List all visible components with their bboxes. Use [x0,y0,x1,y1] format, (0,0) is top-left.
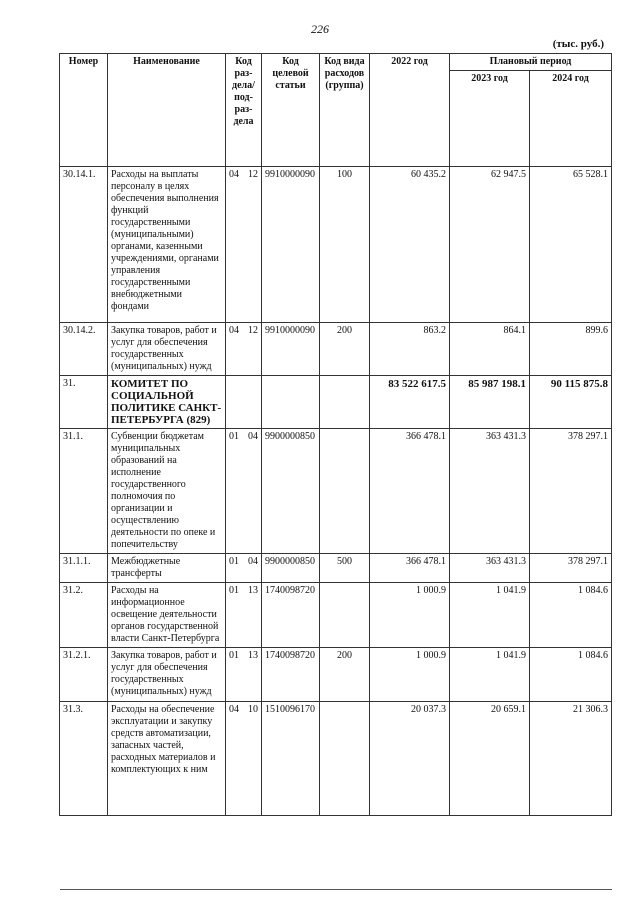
row-number: 31.1.1. [60,554,108,583]
row-value-2023: 20 659.1 [450,702,530,816]
row-section-code [226,702,262,816]
row-number: 31.2. [60,583,108,648]
row-section-code [226,429,262,554]
row-value-2022: 863.2 [370,323,450,376]
header-year-2022: 2022 год [370,54,450,167]
row-value-2022: 60 435.2 [370,167,450,323]
row-target-code: 9900000850 [262,554,320,583]
header-expense-type: Код вида расходов (группа) [320,54,370,167]
row-name: Межбюджетные трансферты [108,554,226,583]
row-value-2023: 363 431.3 [450,554,530,583]
row-subsection: 12 [248,325,258,336]
row-value-2022: 83 522 617.5 [370,376,450,429]
row-number: 31.3. [60,702,108,816]
row-number: 31.2.1. [60,648,108,702]
row-number: 30.14.2. [60,323,108,376]
row-expense-type [320,429,370,554]
header-number: Номер [60,54,108,167]
unit-note: (тыс. руб.) [552,38,604,50]
row-subsection: 12 [248,169,258,180]
row-expense-type: 100 [320,167,370,323]
row-section: 01 [229,556,239,567]
row-value-2022: 366 478.1 [370,429,450,554]
header-year-2023: 2023 год [450,71,530,167]
header-year-2024: 2024 год [530,71,612,167]
row-value-2022: 20 037.3 [370,702,450,816]
row-target-code: 1510096170 [262,702,320,816]
row-value-2024: 65 528.1 [530,167,612,323]
table-row [60,167,612,323]
row-value-2024: 1 084.6 [530,648,612,702]
table-row [60,323,612,376]
row-value-2022: 1 000.9 [370,583,450,648]
row-section-code [226,376,262,429]
row-subsection: 13 [248,585,258,596]
row-name: Расходы на информационное освещение деятельности органов государственной власти Санкт-Петербурга [108,583,226,648]
header-name: Наименование [108,54,226,167]
row-name: Расходы на обеспечение эксплуатации и закупку средств автоматизации, запасных частей, расходных материалов и комплектующих к ним [108,702,226,816]
row-expense-type: 200 [320,323,370,376]
row-expense-type: 500 [320,554,370,583]
row-name: Закупка товаров, работ и услуг для обеспечения государственных (муниципальных) нужд [108,648,226,702]
row-name: Субвенции бюджетам муниципальных образований на исполнение государственного полномочия по организации и осуществлению деятельности по опеке и попечительству [108,429,226,554]
header-planning-period: Плановый период [450,54,612,71]
row-section: 04 [229,169,239,180]
table-row [60,376,612,429]
row-subsection: 04 [248,556,258,567]
row-value-2022: 366 478.1 [370,554,450,583]
row-expense-type [320,376,370,429]
row-value-2024: 90 115 875.8 [530,376,612,429]
row-subsection: 10 [248,704,258,715]
table-row [60,648,612,702]
row-name: КОМИТЕТ ПО СОЦИАЛЬНОЙ ПОЛИТИКЕ САНКТ-ПЕТЕРБУРГА (829) [108,376,226,429]
row-value-2023: 363 431.3 [450,429,530,554]
row-section-code [226,583,262,648]
row-name: Закупка товаров, работ и услуг для обеспечения государственных (муниципальных) нужд [108,323,226,376]
table-row [60,429,612,554]
row-section: 04 [229,704,239,715]
row-number: 31.1. [60,429,108,554]
row-number: 30.14.1. [60,167,108,323]
row-value-2024: 1 084.6 [530,583,612,648]
row-target-code: 1740098720 [262,583,320,648]
row-value-2023: 1 041.9 [450,648,530,702]
row-expense-type [320,702,370,816]
row-subsection: 04 [248,431,258,442]
row-value-2023: 1 041.9 [450,583,530,648]
row-section-code [226,167,262,323]
row-section: 01 [229,650,239,661]
row-expense-type: 200 [320,648,370,702]
row-number: 31. [60,376,108,429]
row-value-2024: 378 297.1 [530,429,612,554]
header-section-code: Код раз-дела/ под-раз-дела [226,54,262,167]
page-number: 226 [311,22,329,36]
row-section: 04 [229,325,239,336]
row-value-2024: 378 297.1 [530,554,612,583]
row-value-2023: 864.1 [450,323,530,376]
row-name: Расходы на выплаты персоналу в целях обеспечения выполнения функций государственными (муниципальными) органами, казенными учреждениями, органами управления государственными внебюджетными фондами [108,167,226,323]
table-row [60,702,612,816]
header-target-code: Код целевой статьи [262,54,320,167]
table-row [60,583,612,648]
row-section: 01 [229,585,239,596]
row-section-code [226,554,262,583]
row-target-code: 9910000090 [262,167,320,323]
row-expense-type [320,583,370,648]
row-value-2022: 1 000.9 [370,648,450,702]
page-bottom-rule [60,889,612,890]
row-target-code [262,376,320,429]
row-section-code [226,323,262,376]
table-row [60,554,612,583]
row-target-code: 9910000090 [262,323,320,376]
row-target-code: 9900000850 [262,429,320,554]
row-value-2023: 85 987 198.1 [450,376,530,429]
row-target-code: 1740098720 [262,648,320,702]
row-section: 01 [229,431,239,442]
budget-table [59,53,612,816]
row-value-2023: 62 947.5 [450,167,530,323]
row-subsection: 13 [248,650,258,661]
row-value-2024: 21 306.3 [530,702,612,816]
row-section-code [226,648,262,702]
row-value-2024: 899.6 [530,323,612,376]
